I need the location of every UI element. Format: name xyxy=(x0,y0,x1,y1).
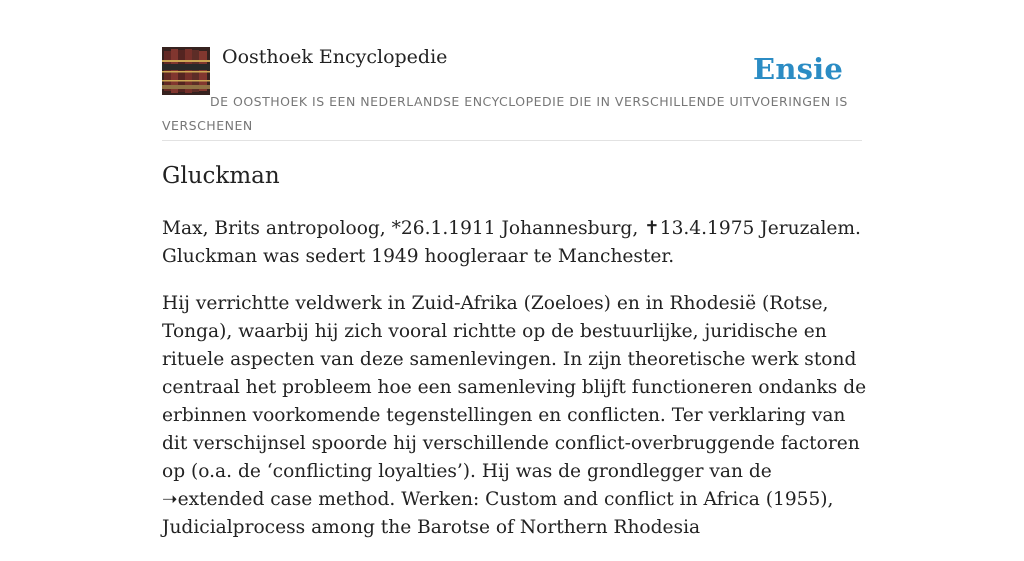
article-title: Gluckman xyxy=(162,163,280,189)
site-header xyxy=(162,0,862,141)
site-tagline: DE OOSTHOEK IS EEN NEDERLANDSE ENCYCLOPEDIE DIE IN VERSCHILLENDE UITVOERINGEN IS VERSCHENEN xyxy=(162,94,848,133)
article-paragraph-1: Max, Brits antropoloog, *26.1.1911 Johannesburg, ✝13.4.1975 Jeruzalem. Gluckman was sedert 1949 hoogleraar te Manchester. xyxy=(162,218,861,267)
site-title-link[interactable]: Oosthoek Encyclopedie xyxy=(222,46,448,68)
encyclopedia-books-icon xyxy=(162,47,210,95)
reference-arrow-icon: ➝ xyxy=(162,489,178,510)
extended-case-method-link[interactable]: extended case method xyxy=(177,489,390,510)
paragraph-2-text-after-link: . Werken: Custom and conflict in Africa (1955), Judicialprocess among the Barotse of Northern Rhodesia xyxy=(162,489,834,538)
paragraph-2-text-before-link: Hij verrichtte veldwerk in Zuid-Afrika (Zoeloes) en in Rhodesië (Rotse, Tonga), waarbij hij zich vooral richtte op de bestuurlijke, juridische en rituele aspecten van deze samenlevingen. In zijn theoretische werk stond centraal het probleem hoe een samenleving blijft functioneren ondanks de erbinnen voorkomende tegenstellingen en conflicten. Ter verklaring van dit verschijnsel spoorde hij verschillende conflict-overbruggende factoren op (o.a. de ‘conflicting loyalties’). Hij was de grondlegger van de xyxy=(162,293,867,482)
article-body xyxy=(162,215,867,561)
ensie-logo-link[interactable]: Ensie xyxy=(753,52,843,86)
page-container xyxy=(162,0,867,538)
article-paragraph-2 xyxy=(162,290,867,542)
site-avatar[interactable] xyxy=(162,47,210,95)
